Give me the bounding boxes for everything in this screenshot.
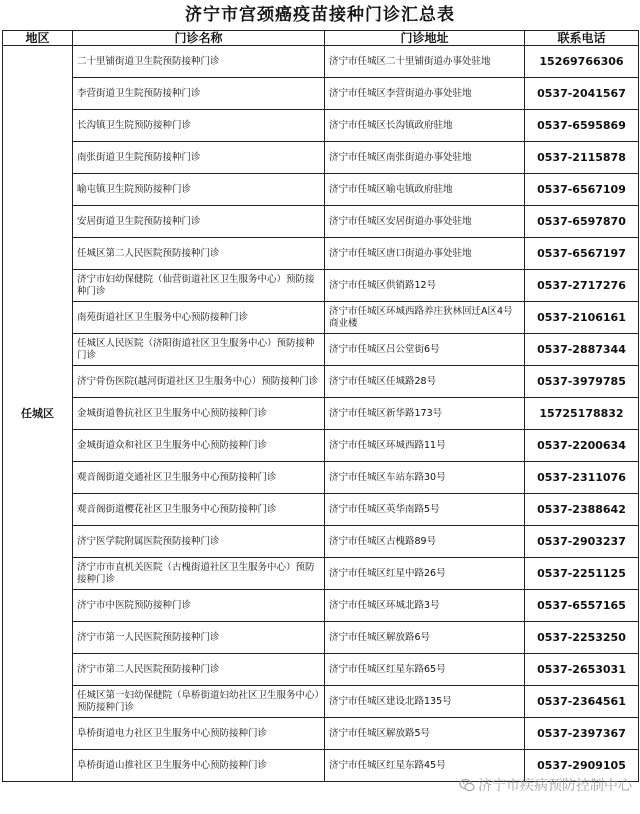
clinic-name-cell: 安居街道卫生院预防接种门诊 [73,206,325,238]
district-cell: 任城区 [3,46,73,782]
clinic-address-cell: 济宁市任城区南张街道办事处驻地 [325,142,525,174]
table-row [3,46,639,78]
header-address: 门诊地址 [325,31,525,46]
watermark-text: 济宁市疾病预防控制中心 [478,778,632,794]
table-row [3,430,639,462]
phone-cell: 0537-2115878 [525,142,639,174]
table-row [3,686,639,718]
clinic-name-cell: 济宁市妇幼保健院（仙营街道社区卫生服务中心）预防接种门诊 [73,270,325,302]
table-row [3,622,639,654]
watermark [459,776,632,794]
clinic-name-cell: 济宁骨伤医院(越河街道社区卫生服务中心）预防接种门诊 [73,366,325,398]
clinic-address-cell: 济宁市任城区古槐路89号 [325,526,525,558]
phone-cell: 0537-6595869 [525,110,639,142]
phone-cell: 0537-6567197 [525,238,639,270]
phone-cell: 0537-3979785 [525,366,639,398]
clinic-address-cell: 济宁市任城区吕公堂街6号 [325,334,525,366]
phone-cell: 0537-2909105 [525,750,639,782]
page-title: 济宁市宫颈癌疫苗接种门诊汇总表 [185,5,455,25]
clinic-name-cell: 喻屯镇卫生院预防接种门诊 [73,174,325,206]
table-row [3,494,639,526]
table-row [3,206,639,238]
table-row [3,110,639,142]
clinic-name-cell: 阜桥街道电力社区卫生服务中心预防接种门诊 [73,718,325,750]
table-row [3,270,639,302]
clinic-address-cell: 济宁市任城区建设北路135号 [325,686,525,718]
clinic-name-cell: 金城街道鲁抗社区卫生服务中心预防接种门诊 [73,398,325,430]
clinic-address-cell: 济宁市任城区环城北路3号 [325,590,525,622]
phone-cell: 0537-2311076 [525,462,639,494]
clinic-name-cell: 二十里铺街道卫生院预防接种门诊 [73,46,325,78]
clinic-address-cell: 济宁市任城区英华南路5号 [325,494,525,526]
clinic-name-cell: 南苑街道社区卫生服务中心预防接种门诊 [73,302,325,334]
phone-cell: 0537-2041567 [525,78,639,110]
clinic-name-cell: 观音阁街道交通社区卫生服务中心预防接种门诊 [73,462,325,494]
phone-cell: 15725178832 [525,398,639,430]
phone-cell: 0537-6557165 [525,590,639,622]
table-row [3,526,639,558]
clinic-address-cell: 济宁市任城区红星中路26号 [325,558,525,590]
table-body [3,46,639,782]
table-row [3,366,639,398]
table-row [3,590,639,622]
table-row [3,462,639,494]
clinic-name-cell: 济宁医学院附属医院预防接种门诊 [73,526,325,558]
table-row [3,398,639,430]
header-row [3,31,639,46]
table-row [3,334,639,366]
clinic-address-cell: 济宁市任城区环城西路11号 [325,430,525,462]
clinic-address-cell: 济宁市任城区长沟镇政府驻地 [325,110,525,142]
clinic-address-cell: 济宁市任城区喻屯镇政府驻地 [325,174,525,206]
clinic-name-cell: 观音阁街道樱花社区卫生服务中心预防接种门诊 [73,494,325,526]
clinic-name-cell: 济宁市第一人民医院预防接种门诊 [73,622,325,654]
phone-cell: 0537-2200634 [525,430,639,462]
clinic-name-cell: 长沟镇卫生院预防接种门诊 [73,110,325,142]
phone-cell: 0537-2388642 [525,494,639,526]
phone-cell: 0537-2653031 [525,654,639,686]
phone-cell: 0537-2253250 [525,622,639,654]
phone-cell: 0537-6567109 [525,174,639,206]
clinic-name-cell: 金城街道众和社区卫生服务中心预防接种门诊 [73,430,325,462]
clinic-address-cell: 济宁市任城区李营街道办事处驻地 [325,78,525,110]
clinic-address-cell: 济宁市任城区唐口街道办事处驻地 [325,238,525,270]
table-row [3,238,639,270]
phone-cell: 0537-2717276 [525,270,639,302]
header-clinic: 门诊名称 [73,31,325,46]
clinic-address-cell: 济宁市任城区环城西路养庄狄林回迁A区4号商业楼 [325,302,525,334]
clinic-address-cell: 济宁市任城区车站东路30号 [325,462,525,494]
clinic-address-cell: 济宁市任城区解放路6号 [325,622,525,654]
clinic-name-cell: 济宁市市直机关医院（古槐街道社区卫生服务中心）预防接种门诊 [73,558,325,590]
clinic-name-cell: 任城区第一妇幼保健院（阜桥街道妇幼社区卫生服务中心）预防接种门诊 [73,686,325,718]
phone-cell: 15269766306 [525,46,639,78]
clinic-name-cell: 李营街道卫生院预防接种门诊 [73,78,325,110]
table-row [3,718,639,750]
table-row [3,558,639,590]
header-phone: 联系电话 [525,31,639,46]
clinic-name-cell: 南张街道卫生院预防接种门诊 [73,142,325,174]
phone-cell: 0537-2106161 [525,302,639,334]
table-row [3,78,639,110]
clinic-address-cell: 济宁市任城区红星东路65号 [325,654,525,686]
clinic-table [2,30,639,782]
header-district: 地区 [3,31,73,46]
clinic-address-cell: 济宁市任城区二十里铺街道办事处驻地 [325,46,525,78]
table-row [3,142,639,174]
clinic-address-cell: 济宁市任城区红星东路45号 [325,750,525,782]
clinic-address-cell: 济宁市任城区供销路12号 [325,270,525,302]
table-row [3,174,639,206]
phone-cell: 0537-2364561 [525,686,639,718]
table-row [3,654,639,686]
clinic-address-cell: 济宁市任城区新华路173号 [325,398,525,430]
phone-cell: 0537-2887344 [525,334,639,366]
clinic-name-cell: 阜桥街道山推社区卫生服务中心预防接种门诊 [73,750,325,782]
clinic-name-cell: 济宁市中医院预防接种门诊 [73,590,325,622]
phone-cell: 0537-6597870 [525,206,639,238]
clinic-address-cell: 济宁市任城区安居街道办事处驻地 [325,206,525,238]
table-row [3,302,639,334]
clinic-name-cell: 任城区第二人民医院预防接种门诊 [73,238,325,270]
phone-cell: 0537-2903237 [525,526,639,558]
clinic-address-cell: 济宁市任城区解放路5号 [325,718,525,750]
wechat-icon [459,777,475,793]
clinic-name-cell: 任城区人民医院（济阳街道社区卫生服务中心）预防接种门诊 [73,334,325,366]
clinic-address-cell: 济宁市任城区任城路28号 [325,366,525,398]
phone-cell: 0537-2251125 [525,558,639,590]
phone-cell: 0537-2397367 [525,718,639,750]
clinic-name-cell: 济宁市第二人民医院预防接种门诊 [73,654,325,686]
